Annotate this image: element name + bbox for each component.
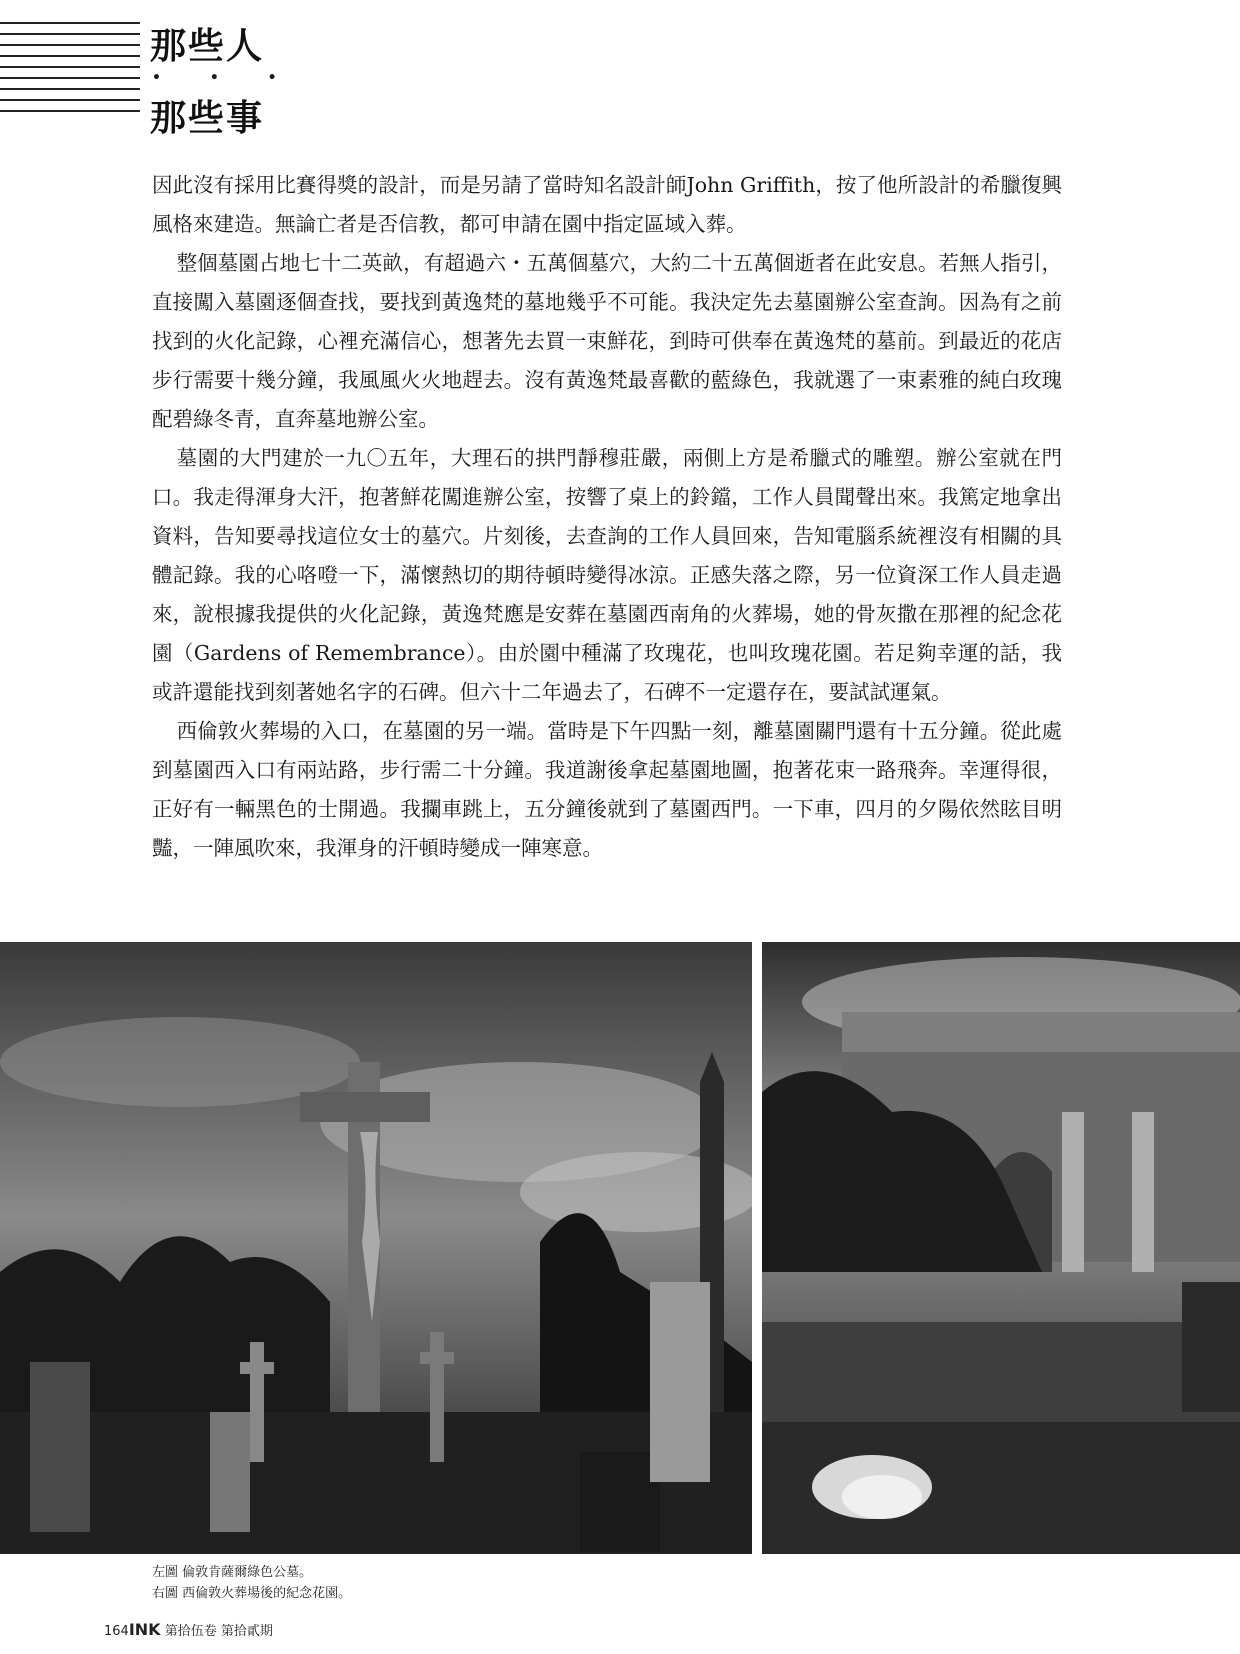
caption-right: 右圖 西倫敦火葬場後的紀念花園。 <box>152 1586 352 1601</box>
column-title-dots: • • • <box>152 70 299 86</box>
article-body <box>152 166 1062 868</box>
column-title-line1: 那些人 <box>150 26 265 67</box>
page-number: 164 <box>104 1624 129 1639</box>
column-title-line2: 那些事 <box>150 98 265 139</box>
magazine-name: INK <box>128 1620 161 1639</box>
header-rule-lines <box>0 22 140 128</box>
paragraph: 西倫敦火葬場的入口，在墓園的另一端。當時是下午四點一刻，離墓園關門還有十五分鐘。從此處到墓園西入口有兩站路，步行需二十分鐘。我道謝後拿起墓園地圖，抱著花束一路飛奔。幸運得很，正好有一輛黑色的士開過。我攔車跳上，五分鐘後就到了墓園西門。一下車，四月的夕陽依然眩目明豔，一陣風吹來，我渾身的汗頓時變成一陣寒意。 <box>152 719 1062 860</box>
paragraph: 墓園的大門建於一九〇五年，大理石的拱門靜穆莊嚴，兩側上方是希臘式的雕塑。辦公室就在門口。我走得渾身大汗，抱著鮮花闖進辦公室，按響了桌上的鈴鐺，工作人員聞聲出來。我篤定地拿出資料，告知要尋找這位女士的墓穴。片刻後，去查詢的工作人員回來，告知電腦系統裡沒有相關的具體記錄。我的心咯噔一下，滿懷熱切的期待頓時變得冰涼。正感失落之際，另一位資深工作人員走過來，說根據我提供的火化記錄，黃逸梵應是安葬在墓園西南角的火葬場，她的骨灰撒在那裡的紀念花園（Gardens of Remembrance）。由於園中種滿了玫瑰花，也叫玫瑰花園。若足夠幸運的話，我或許還能找到刻著她名字的石碑。但六十二年過去了，石碑不一定還存在，要試試運氣。 <box>152 446 1062 704</box>
photo-captions <box>152 1562 351 1604</box>
caption-left: 左圖 倫敦肯薩爾綠色公墓。 <box>152 1565 313 1580</box>
paragraph: 整個墓園占地七十二英畝，有超過六・五萬個墓穴，大約二十五萬個逝者在此安息。若無人指引，直接闖入墓園逐個查找，要找到黃逸梵的墓地幾乎不可能。我決定先去墓園辦公室查詢。因為有之前找到的火化記錄，心裡充滿信心，想著先去買一束鮮花，到時可供奉在黃逸梵的墓前。到最近的花店步行需要十幾分鐘，我風風火火地趕去。沒有黃逸梵最喜歡的藍綠色，我就選了一束素雅的純白玫瑰配碧綠冬青，直奔墓地辦公室。 <box>152 251 1062 431</box>
cemetery-photo <box>0 942 752 1554</box>
issue-label: 第拾伍卷 第拾貳期 <box>164 1624 273 1639</box>
page-folio <box>104 1620 273 1639</box>
paragraph: 因此沒有採用比賽得獎的設計，而是另請了當時知名設計師John Griffith，按了他所設計的希臘復興風格來建造。無論亡者是否信教，都可申請在園中指定區域入葬。 <box>152 173 1062 236</box>
memorial-garden-photo <box>762 942 1240 1554</box>
